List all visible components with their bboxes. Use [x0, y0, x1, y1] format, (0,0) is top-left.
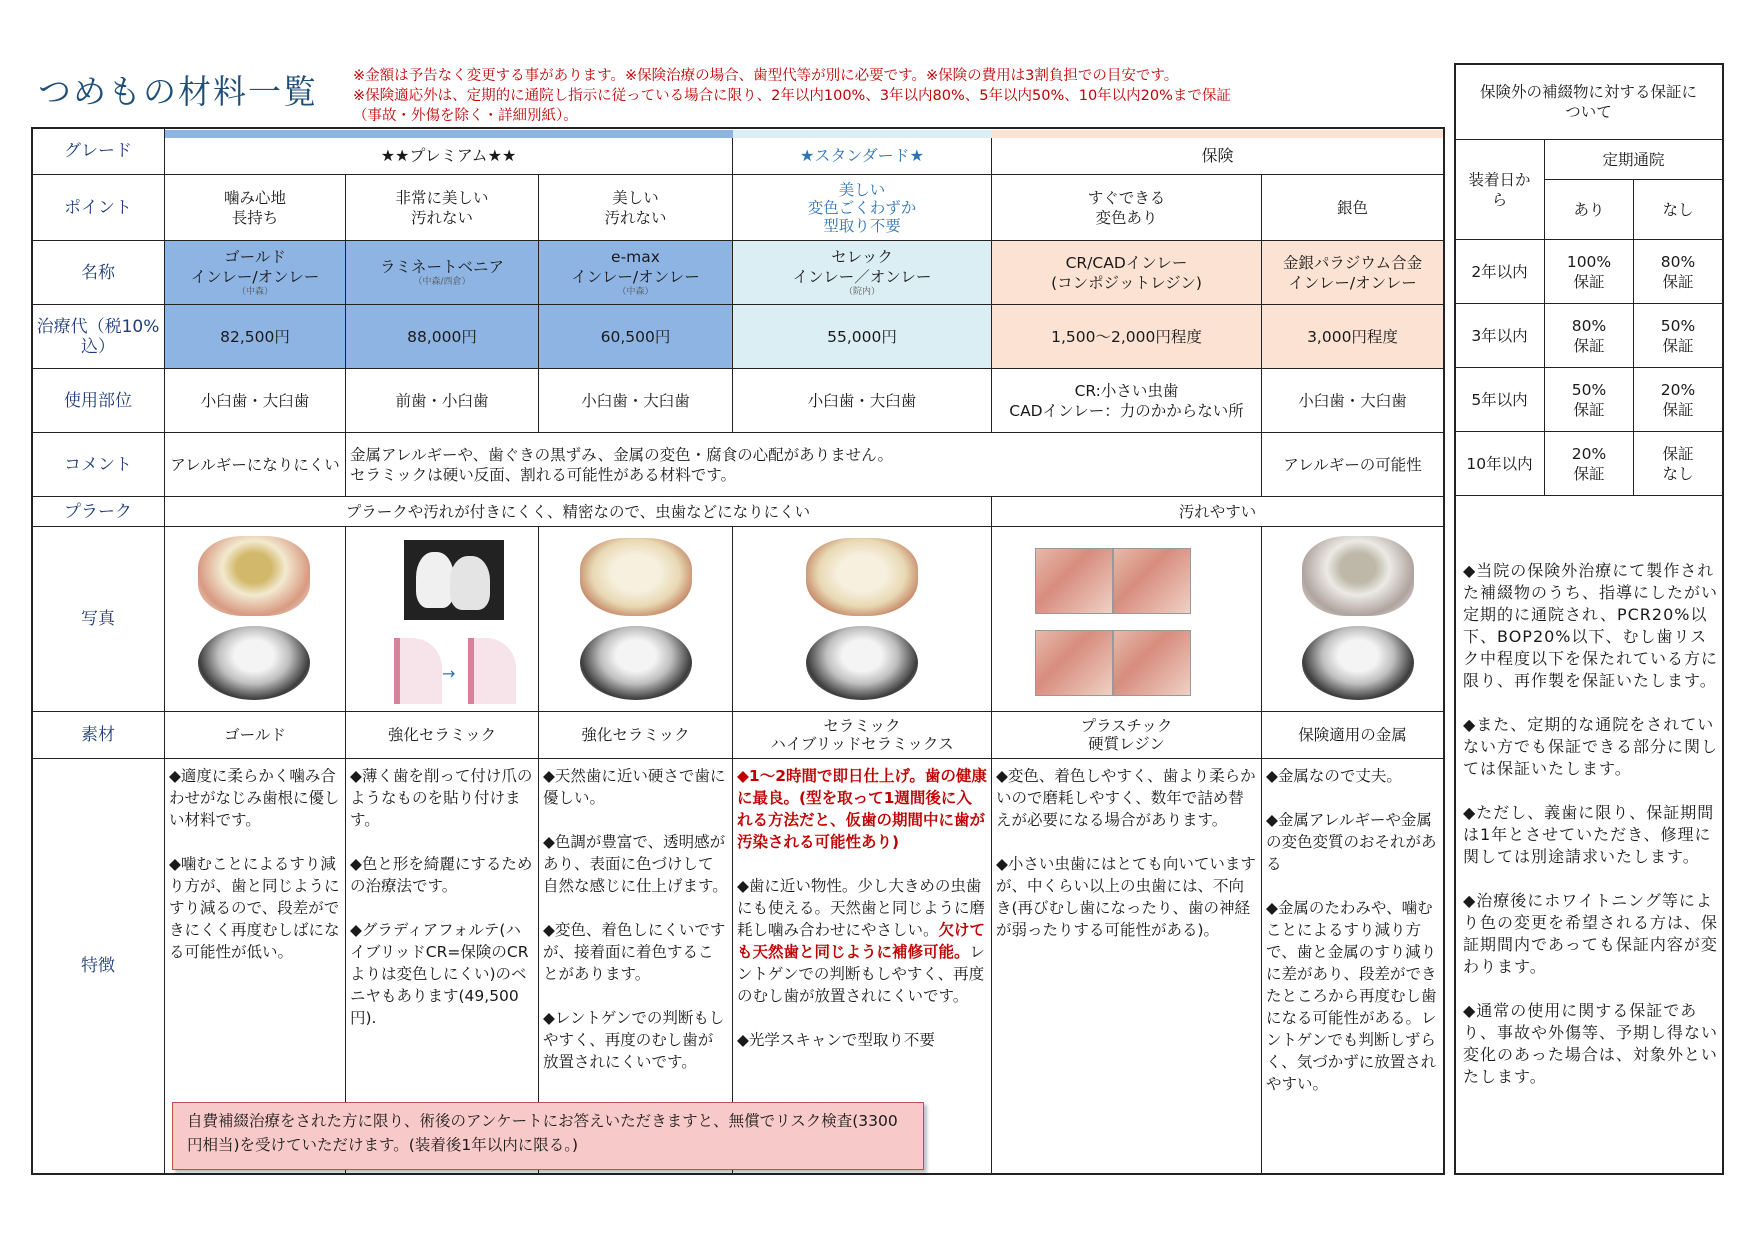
name-cerec: セレック インレー／オンレー （院内）: [733, 241, 992, 305]
site-veneer: 前歯・小臼歯: [346, 369, 539, 433]
emax-inlay-photo: [580, 626, 692, 700]
point-cerec: 美しい 変色ごくわずか 型取り不要: [733, 175, 992, 241]
materials-table: [32, 128, 1444, 1174]
point-gold: 噛み心地 長持ち: [165, 175, 346, 241]
warranty-yes-value: 20% 保証: [1545, 432, 1634, 496]
features-cr: ◆変色、着色しやすく、歯より柔らかいので磨耗しやすく、数年で詰め替えが必要になる場合があります。 ◆小さい虫歯にはとても向いていますが、中くらい以上の虫歯には、不向き(再びむし歯になったり、歯の神経が弱ったりする可能性がある)。: [992, 759, 1262, 1174]
point-veneer: 非常に美しい 汚れない: [346, 175, 539, 241]
site-gold: 小臼歯・大臼歯: [165, 369, 346, 433]
features-cerec: ◆1〜2時間で即日仕上げ。歯の健康に最良。(型を取って1週間後に入れる方法だと、仮歯の期間中に歯が汚染される可能性あり) ◆歯に近い物性。少し大きめの虫歯にも使える。天然歯と同じように磨耗し噛み合わせにやさしい。欠けても天然歯と同じように補修可能。レントゲンでの判断もしやすく、再度のむし歯が放置されにくいです。 ◆光学スキャンで型取り不要: [733, 759, 992, 1174]
veneer-diagram: →: [394, 638, 516, 704]
label-grade: グレード: [32, 128, 165, 175]
notice-line-3: （事故・外傷を除く・詳細別紙）。: [353, 108, 578, 124]
warranty-period: 10年以内: [1455, 432, 1545, 496]
site-cerec: 小臼歯・大臼歯: [733, 369, 992, 433]
warranty-yes-value: 80% 保証: [1545, 304, 1634, 368]
material-metal: 保険適用の金属: [1262, 712, 1444, 759]
warranty-period: 5年以内: [1455, 368, 1545, 432]
notice-text: [353, 66, 1303, 126]
price-cerec: 55,000円: [733, 305, 992, 369]
page-title: つめもの材料一覧: [38, 72, 318, 111]
risk-test-promo: 自費補綴治療をされた方に限り、術後のアンケートにお答えいただきますと、無償でリスク検査(3300円相当)を受けていただけます。(装着後1年以内に限る。): [172, 1102, 924, 1170]
comment-metal: アレルギーの可能性: [1262, 433, 1444, 497]
warranty-from-label: 装着日から: [1455, 140, 1545, 240]
emax-tooth-photo: [580, 538, 692, 616]
site-cr: CR:小さい虫歯 CADインレー：力のかからない所: [992, 369, 1262, 433]
material-cr: プラスチック 硬質レジン: [992, 712, 1262, 759]
material-cerec: セラミック ハイブリッドセラミックス: [733, 712, 992, 759]
warranty-no-value: 20% 保証: [1634, 368, 1723, 432]
features-metal: ◆金属なので丈夫。 ◆金属アレルギーや金属の変色変質のおそれがある ◆金属のたわみや、噛むことによるすり減り方で、歯と金属のすり減りに差があり、段差ができたところから再度むし歯になる可能性がある。レントゲンでも判断しずらく、気づかずに放置されやすい。: [1262, 759, 1444, 1174]
cerec-inlay-photo: [806, 626, 918, 700]
warranty-period: 2年以内: [1455, 240, 1545, 304]
metal-inlay-tooth-photo: [1302, 536, 1414, 616]
grade-premium: ★★プレミアム★★: [165, 138, 733, 175]
features-gold: ◆適度に柔らかく噛み合わせがなじみ歯根に優しい材料です。 ◆噛むことによるすり減り方が、歯と同じようにすり減るので、段差ができにくく再度むしばになる可能性が低い。: [165, 759, 346, 1174]
point-cr: すぐできる 変色あり: [992, 175, 1262, 241]
site-emax: 小臼歯・大臼歯: [539, 369, 733, 433]
features-emax: ◆天然歯に近い硬さで歯に優しい。 ◆色調が豊富で、透明感があり、表面に色づけして自然な感じに仕上げます。 ◆変色、着色しにくいですが、接着面に着色することがあります。 ◆レントゲンでの判断もしやすく、再度のむし歯が放置されにくいです。: [539, 759, 733, 1174]
label-features: 特徴: [32, 759, 165, 1174]
name-gold: ゴールド インレー/オンレー （中森）: [165, 241, 346, 305]
label-material: 素材: [32, 712, 165, 759]
material-veneer: 強化セラミック: [346, 712, 539, 759]
warranty-no-value: 50% 保証: [1634, 304, 1723, 368]
name-emax: e-max インレー/オンレー （中森）: [539, 241, 733, 305]
price-cr: 1,500〜2,000円程度: [992, 305, 1262, 369]
cr-before-photo: [1035, 548, 1113, 614]
warranty-yes-value: 100% 保証: [1545, 240, 1634, 304]
price-metal: 3,000円程度: [1262, 305, 1444, 369]
metal-inlay-piece-photo: [1302, 626, 1414, 700]
comment-gold: アレルギーになりにくい: [165, 433, 346, 497]
warranty-conditions: ◆当院の保険外治療にて製作された補綴物のうち、指導にしたがい定期的に通院され、PCR20%以下、BOP20%以下、むし歯リスク中程度以下を保たれている方に限り、再作製を保証いたします。 ◆また、定期的な通院をされていない方でも保証できる部分に関しては保証いたします。 ◆ただし、義歯に限り、保証期間は1年とさせていただき、修理に関しては別途請求いたします。 ◆治療後にホワイトニング等により色の変更を希望される方は、保証期間内であっても保証内容が変わります。 ◆通常の使用に関する保証であり、事故や外傷等、予期し得ない変化のあった場合は、対象外といたします。: [1463, 561, 1719, 1086]
plaque-premium: プラークや汚れが付きにくく、精密なので、虫歯などになりにくい: [165, 497, 992, 527]
comment-ceramics: 金属アレルギーや、歯ぐきの黒ずみ、金属の変色・腐食の心配がありません。 セラミックは硬い反面、割れる可能性がある材料です。: [346, 433, 1262, 497]
point-metal: 銀色: [1262, 175, 1444, 241]
name-metal: 金銀パラジウム合金 インレー/オンレー: [1262, 241, 1444, 305]
grade-insurance: 保険: [992, 138, 1444, 175]
label-plaque: プラーク: [32, 497, 165, 527]
label-point: ポイント: [32, 175, 165, 241]
material-emax: 強化セラミック: [539, 712, 733, 759]
notice-line-1: ※金額は予告なく変更する事があります。※保険治療の場合、歯型代等が別に必要です。※保険の費用は3割負担での目安です。: [353, 68, 1179, 84]
notice-line-2: ※保険適応外は、定期的に通院し指示に従っている場合に限り、2年以内100%、3年以内80%、5年以内50%、10年以内20%まで保証: [353, 88, 1231, 104]
warranty-title: 保険外の補綴物に対する保証について: [1455, 64, 1723, 140]
price-veneer: 88,000円: [346, 305, 539, 369]
gold-inlay-tooth-photo: [198, 536, 310, 616]
warranty-no-value: 保証 なし: [1634, 432, 1723, 496]
label-site: 使用部位: [32, 369, 165, 433]
warranty-visit-label: 定期通院: [1545, 140, 1723, 180]
veneer-photo: [404, 540, 504, 620]
name-veneer: ラミネートベニア （中森/西倉）: [346, 241, 539, 305]
price-gold: 82,500円: [165, 305, 346, 369]
cr-after-photo-2: [1113, 630, 1191, 696]
label-price: 治療代（税10%込）: [32, 305, 165, 369]
price-emax: 60,500円: [539, 305, 733, 369]
label-photo: 写真: [32, 527, 165, 712]
warranty-no-value: 80% 保証: [1634, 240, 1723, 304]
grade-standard: ★スタンダード★: [733, 138, 992, 175]
cr-after-photo: [1113, 548, 1191, 614]
site-metal: 小臼歯・大臼歯: [1262, 369, 1444, 433]
label-name: 名称: [32, 241, 165, 305]
label-comment: コメント: [32, 433, 165, 497]
plaque-insurance: 汚れやすい: [992, 497, 1444, 527]
warranty-no-label: なし: [1634, 180, 1723, 240]
name-cr: CR/CADインレー (コンポジットレジン): [992, 241, 1262, 305]
material-gold: ゴールド: [165, 712, 346, 759]
warranty-table: [1455, 64, 1723, 1174]
cr-before-photo-2: [1035, 630, 1113, 696]
point-emax: 美しい 汚れない: [539, 175, 733, 241]
warranty-yes-value: 50% 保証: [1545, 368, 1634, 432]
cerec-tooth-photo: [806, 538, 918, 616]
warranty-yes-label: あり: [1545, 180, 1634, 240]
warranty-period: 3年以内: [1455, 304, 1545, 368]
features-veneer: ◆薄く歯を削って付け爪のようなものを貼り付けます。 ◆色と形を綺麗にするための治療法です。 ◆グラディアフォルテ(ハイブリッドCR=保険のCRよりは変色しにくい)のベニヤもあります(49,500円).: [346, 759, 539, 1174]
gold-inlay-piece-photo: [198, 626, 310, 700]
